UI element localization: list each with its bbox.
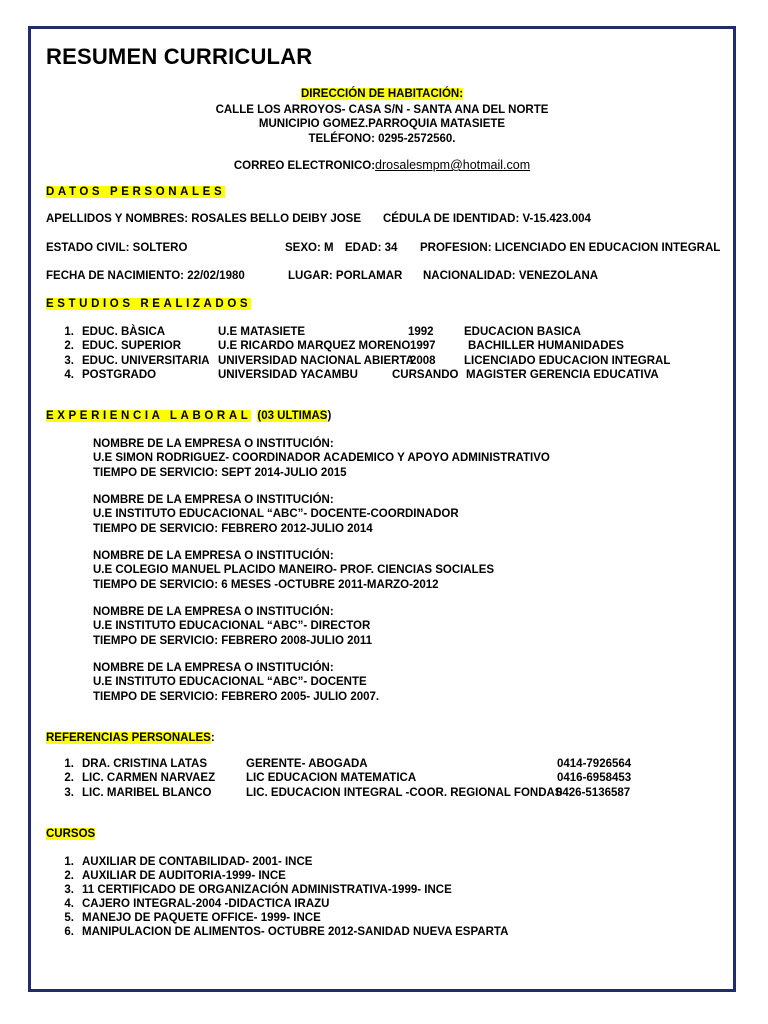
studies-heading: ESTUDIOS REALIZADOS [46, 298, 252, 310]
reference-role: GERENTE- ABOGADA [246, 758, 368, 770]
item-number: 2. [64, 870, 74, 882]
personal-heading: DATOS PERSONALES [46, 186, 226, 198]
personal-place: LUGAR: PORLAMAR [288, 270, 403, 282]
phone-line: TELÉFONO: 0295-2572560. [308, 133, 456, 145]
experience-company: U.E INSTITUTO EDUCACIONAL “ABC”- DOCENTE-COORDINADOR [93, 508, 459, 520]
study-level: POSTGRADO [82, 369, 157, 381]
study-institution: UNIVERSIDAD NACIONAL ABIERTA [218, 355, 414, 367]
study-title: MAGISTER GERENCIA EDUCATIVA [466, 369, 659, 381]
experience-label: NOMBRE DE LA EMPRESA O INSTITUCIÓN: [93, 550, 334, 562]
item-number: 2. [64, 340, 74, 352]
personal-profession: PROFESION: LICENCIADO EN EDUCACION INTEGRAL [420, 242, 721, 254]
experience-time: TIEMPO DE SERVICIO: FEBRERO 2012-JULIO 2014 [93, 523, 373, 535]
reference-phone: 0416-6958453 [557, 772, 632, 784]
item-number: 4. [64, 898, 74, 910]
references-section [46, 732, 215, 744]
reference-name: DRA. CRISTINA LATAS [82, 758, 208, 770]
experience-section [46, 410, 331, 422]
list-item [52, 912, 321, 924]
study-title: BACHILLER HUMANIDADES [468, 340, 624, 352]
study-level: EDUC. BÀSICA [82, 326, 166, 338]
list-item [52, 870, 286, 882]
course-text: CAJERO INTEGRAL-2004 -DIDACTICA IRAZU [82, 898, 330, 910]
list-item [52, 772, 215, 784]
experience-label: NOMBRE DE LA EMPRESA O INSTITUCIÓN: [93, 662, 334, 674]
item-number: 3. [64, 355, 74, 367]
email-link[interactable]: drosalesmpm@hotmail.com [375, 158, 531, 172]
experience-label: NOMBRE DE LA EMPRESA O INSTITUCIÓN: [93, 494, 334, 506]
address-line-1: CALLE LOS ARROYOS- CASA S/N - SANTA ANA DEL NORTE [215, 104, 549, 116]
studies-section [46, 298, 251, 310]
study-institution: UNIVERSIDAD YACAMBU [218, 369, 358, 381]
email-line [28, 158, 736, 172]
list-item [52, 856, 312, 868]
item-number: 1. [64, 856, 74, 868]
study-institution: U.E RICARDO MARQUEZ MORENO [218, 340, 411, 352]
references-heading-colon: : [210, 732, 215, 744]
experience-label: NOMBRE DE LA EMPRESA O INSTITUCIÓN: [93, 606, 334, 618]
experience-time: TIEMPO DE SERVICIO: FEBRERO 2008-JULIO 2011 [93, 635, 373, 647]
item-number: 3. [64, 787, 74, 799]
page-title: RESUMEN CURRICULAR [46, 44, 313, 69]
course-text: 11 CERTIFICADO DE ORGANIZACIÓN ADMINISTRATIVA-1999- INCE [82, 884, 452, 896]
study-year: 1997 [410, 340, 436, 352]
experience-time: TIEMPO DE SERVICIO: 6 MESES -OCTUBRE 2011-MARZO-2012 [93, 579, 439, 591]
item-number: 1. [64, 326, 74, 338]
personal-nationality: NACIONALIDAD: VENEZOLANA [423, 270, 599, 282]
experience-company: U.E COLEGIO MANUEL PLACIDO MANEIRO- PROF. CIENCIAS SOCIALES [93, 564, 495, 576]
list-item [52, 758, 207, 770]
item-number: 2. [64, 772, 74, 784]
item-number: 1. [64, 758, 74, 770]
course-text: AUXILIAR DE AUDITORIA-1999- INCE [82, 870, 286, 882]
study-title: EDUCACION BASICA [464, 326, 581, 338]
reference-name: LIC. MARIBEL BLANCO [82, 787, 212, 799]
personal-sex: SEXO: M [285, 242, 334, 254]
study-year: 1992 [408, 326, 434, 338]
course-text: MANEJO DE PAQUETE OFFICE- 1999- INCE [82, 912, 321, 924]
address-line-2: MUNICIPIO GOMEZ.PARROQUIA MATASIETE [258, 118, 506, 130]
reference-phone: 0414-7926564 [557, 758, 632, 770]
study-year: 2008 [410, 355, 436, 367]
study-institution: U.E MATASIETE [218, 326, 306, 338]
list-item [52, 355, 210, 367]
reference-phone: 0426-5136587 [556, 787, 631, 799]
email-label: CORREO ELECTRONICO: [233, 160, 376, 172]
item-number: 6. [64, 926, 74, 938]
list-item [52, 926, 508, 938]
list-item [52, 884, 452, 896]
reference-name: LIC. CARMEN NARVAEZ [82, 772, 216, 784]
study-year: CURSANDO [392, 369, 459, 381]
personal-birth: FECHA DE NACIMIENTO: 22/02/1980 [46, 270, 245, 282]
references-heading: REFERENCIAS PERSONALES [46, 732, 211, 744]
list-item [52, 787, 211, 799]
list-item [52, 326, 165, 338]
courses-section [46, 828, 95, 840]
courses-heading: CURSOS [46, 828, 96, 840]
list-item [52, 898, 329, 910]
personal-section [46, 186, 225, 198]
item-number: 5. [64, 912, 74, 924]
experience-heading-suffix: (03 ULTIMAS [257, 410, 328, 422]
item-number: 4. [64, 369, 74, 381]
experience-company: U.E SIMON RODRIGUEZ- COORDINADOR ACADEMICO Y APOYO ADMINISTRATIVO [93, 452, 550, 464]
experience-time: TIEMPO DE SERVICIO: SEPT 2014-JULIO 2015 [93, 467, 347, 479]
item-number: 3. [64, 884, 74, 896]
study-level: EDUC. UNIVERSITARIA [82, 355, 210, 367]
experience-label: NOMBRE DE LA EMPRESA O INSTITUCIÓN: [93, 438, 334, 450]
personal-civil: ESTADO CIVIL: SOLTERO [46, 242, 188, 254]
personal-age: EDAD: 34 [345, 242, 398, 254]
experience-heading: EXPERIENCIA LABORAL [46, 410, 252, 422]
experience-heading-close: ) [327, 410, 332, 422]
personal-id: CÉDULA DE IDENTIDAD: V-15.423.004 [383, 213, 591, 225]
study-level: EDUC. SUPERIOR [82, 340, 182, 352]
list-item [52, 340, 181, 352]
reference-role: LIC EDUCACION MATEMATICA [246, 772, 417, 784]
address-heading: DIRECCIÓN DE HABITACIÓN: [300, 88, 464, 100]
experience-company: U.E INSTITUTO EDUCACIONAL “ABC”- DIRECTOR [93, 620, 371, 632]
list-item [52, 369, 156, 381]
reference-role: LIC. EDUCACION INTEGRAL -COOR. REGIONAL FONDAS [246, 787, 563, 799]
study-title: LICENCIADO EDUCACION INTEGRAL [464, 355, 671, 367]
personal-name: APELLIDOS Y NOMBRES: ROSALES BELLO DEIBY JOSE [46, 213, 362, 225]
experience-company: U.E INSTITUTO EDUCACIONAL “ABC”- DOCENTE [93, 676, 367, 688]
course-text: MANIPULACION DE ALIMENTOS- OCTUBRE 2012-SANIDAD NUEVA ESPARTA [82, 926, 509, 938]
experience-time: TIEMPO DE SERVICIO: FEBRERO 2005- JULIO 2007. [93, 691, 380, 703]
course-text: AUXILIAR DE CONTABILIDAD- 2001- INCE [82, 856, 313, 868]
address-heading-wrap [28, 88, 736, 100]
